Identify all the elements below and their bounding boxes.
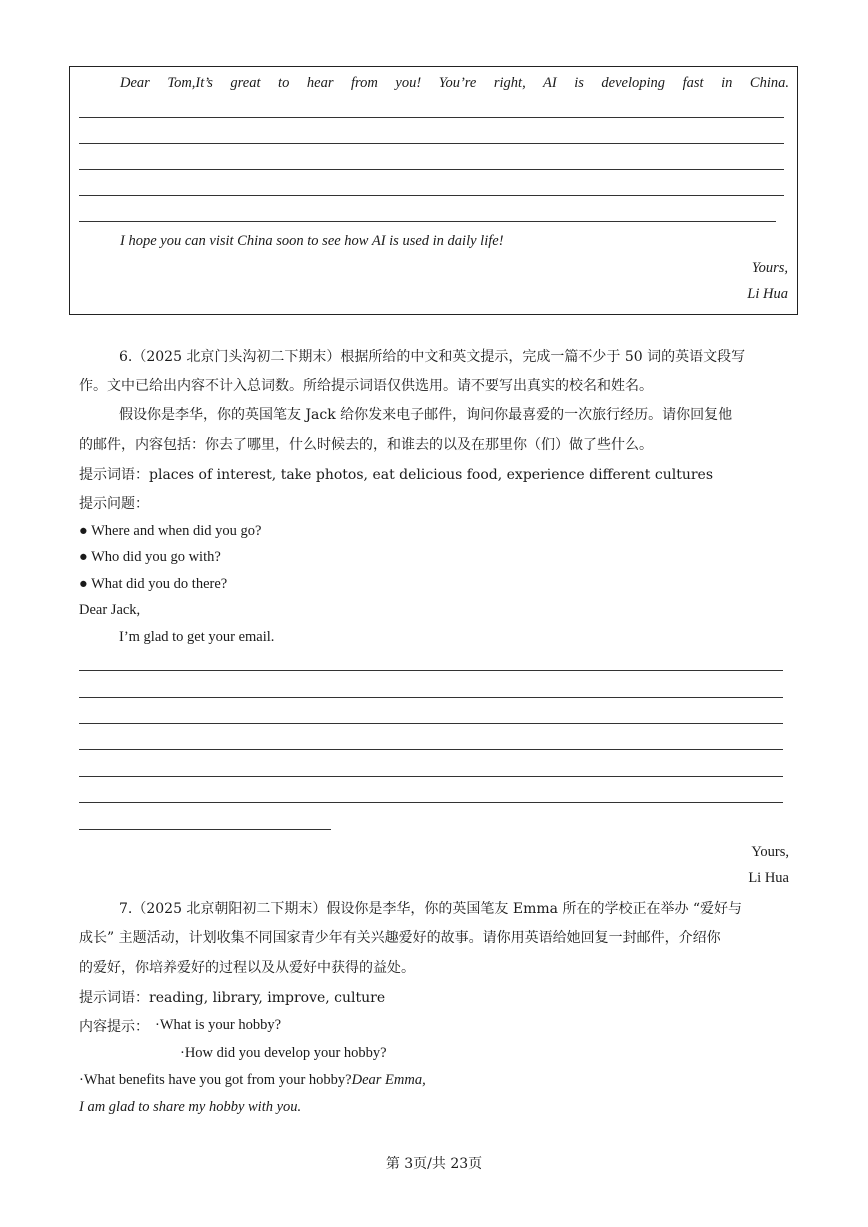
q6-scenario-line-2: 的邮件，内容包括：你去了哪里，什么时候去的，和谁去的以及在那里你（们）做了些什么。 — [79, 437, 653, 453]
writing-line — [79, 829, 331, 830]
q7-bullet-1: ·What is your hobby? — [155, 1017, 282, 1033]
writing-line — [79, 776, 783, 777]
writing-line — [79, 802, 783, 803]
q7-hint-words: 提示词语：reading, library, improve, culture — [79, 990, 386, 1006]
q6-question-1: ● Where and when did you go? — [79, 523, 262, 539]
q7-bullet-3: ·What benefits have you got from your hobby? — [79, 1072, 352, 1088]
q6-salutation: Dear Jack, — [79, 602, 141, 618]
q7-instruction-line-2: 成长” 主题活动，计划收集不同国家青少年有关兴趣爱好的故事。请你用英语给她回复一封邮件，介绍你 — [79, 930, 721, 946]
q6-instruction-line-1: 6.（2025 北京门头沟初二下期末）根据所给的中文和英文提示，完成一篇不少于 50 词的英语文段写 — [119, 349, 746, 365]
letter-box — [69, 66, 798, 315]
q6-opening: I’m glad to get your email. — [119, 629, 275, 645]
writing-line — [79, 195, 784, 196]
q6-hint-questions-label: 提示问题： — [79, 496, 149, 512]
writing-line — [79, 143, 784, 144]
q7-salutation: Dear Emma, — [351, 1072, 426, 1088]
q6-instruction-line-2: 作。文中已给出内容不计入总词数。所给提示词语仅供选用。请不要写出真实的校名和姓名。 — [79, 378, 653, 394]
q7-bullet-2: ·How did you develop your hobby? — [180, 1045, 387, 1061]
q7-bullet-3-line — [79, 1072, 426, 1089]
q7-instruction-line-1: 7.（2025 北京朝阳初二下期末）假设你是李华，你的英国笔友 Emma 所在的学校正在举办 “爱好与 — [119, 901, 743, 917]
q6-question-3: ● What did you do there? — [79, 576, 228, 592]
writing-line — [79, 117, 784, 118]
q7-content-label: 内容提示： — [79, 1019, 149, 1035]
writing-line — [79, 723, 783, 724]
q6-signature: Li Hua — [748, 870, 789, 886]
q7-instruction-line-3: 的爱好，你培养爱好的过程以及从爱好中获得的益处。 — [79, 960, 415, 976]
letter-salutation-line: Dear Tom,It’s great to hear from you! You’re right, AI is developing fast in China. — [120, 75, 789, 91]
letter-signature: Li Hua — [747, 286, 788, 302]
q6-scenario-line-1: 假设你是李华，你的英国笔友 Jack 给你发来电子邮件，询问你最喜爱的一次旅行经历。请你回复他 — [119, 407, 733, 423]
letter-sign-off: Yours, — [751, 260, 788, 276]
q6-hint-words: 提示词语：places of interest, take photos, eat delicious food, experience different cultures — [79, 467, 714, 483]
writing-line — [79, 169, 784, 170]
page-number: 第 3页/共 23页 — [385, 1156, 483, 1172]
q7-opening: I am glad to share my hobby with you. — [79, 1099, 302, 1115]
letter-closing-sentence: I hope you can visit China soon to see how AI is used in daily life! — [120, 233, 504, 249]
q6-question-2: ● Who did you go with? — [79, 549, 221, 565]
q6-sign-off: Yours, — [751, 844, 789, 860]
writing-line — [79, 697, 783, 698]
writing-line — [79, 749, 783, 750]
writing-line — [79, 670, 783, 671]
writing-line — [79, 221, 776, 222]
